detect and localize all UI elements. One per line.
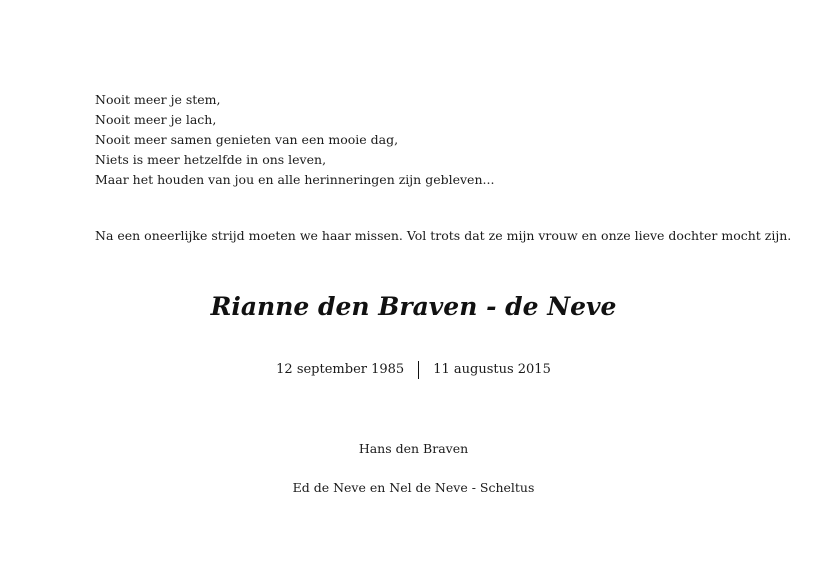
date-divider xyxy=(418,361,419,379)
death-date: 11 augustus 2015 xyxy=(433,362,551,377)
deceased-name: Rianne den Braven - de Neve xyxy=(210,292,617,321)
intro-text: Na een oneerlijke strijd moeten we haar missen. Vol trots dat ze mijn vrouw en onze lieve dochter mocht zijn. xyxy=(95,228,792,243)
poem xyxy=(95,90,494,190)
life-dates xyxy=(0,361,827,380)
poem-line: Niets is meer hetzelfde in ons leven, xyxy=(95,152,327,167)
poem-line: Maar het houden van jou en alle herinneringen zijn gebleven... xyxy=(95,172,495,187)
signer: Hans den Braven xyxy=(358,441,469,456)
birth-date: 12 september 1985 xyxy=(276,362,405,377)
poem-line: Nooit meer samen genieten van een mooie dag, xyxy=(95,132,399,147)
poem-line: Nooit meer je lach, xyxy=(95,112,217,127)
poem-line: Nooit meer je stem, xyxy=(95,92,221,107)
signer: Ed de Neve en Nel de Neve - Scheltus xyxy=(292,480,535,495)
